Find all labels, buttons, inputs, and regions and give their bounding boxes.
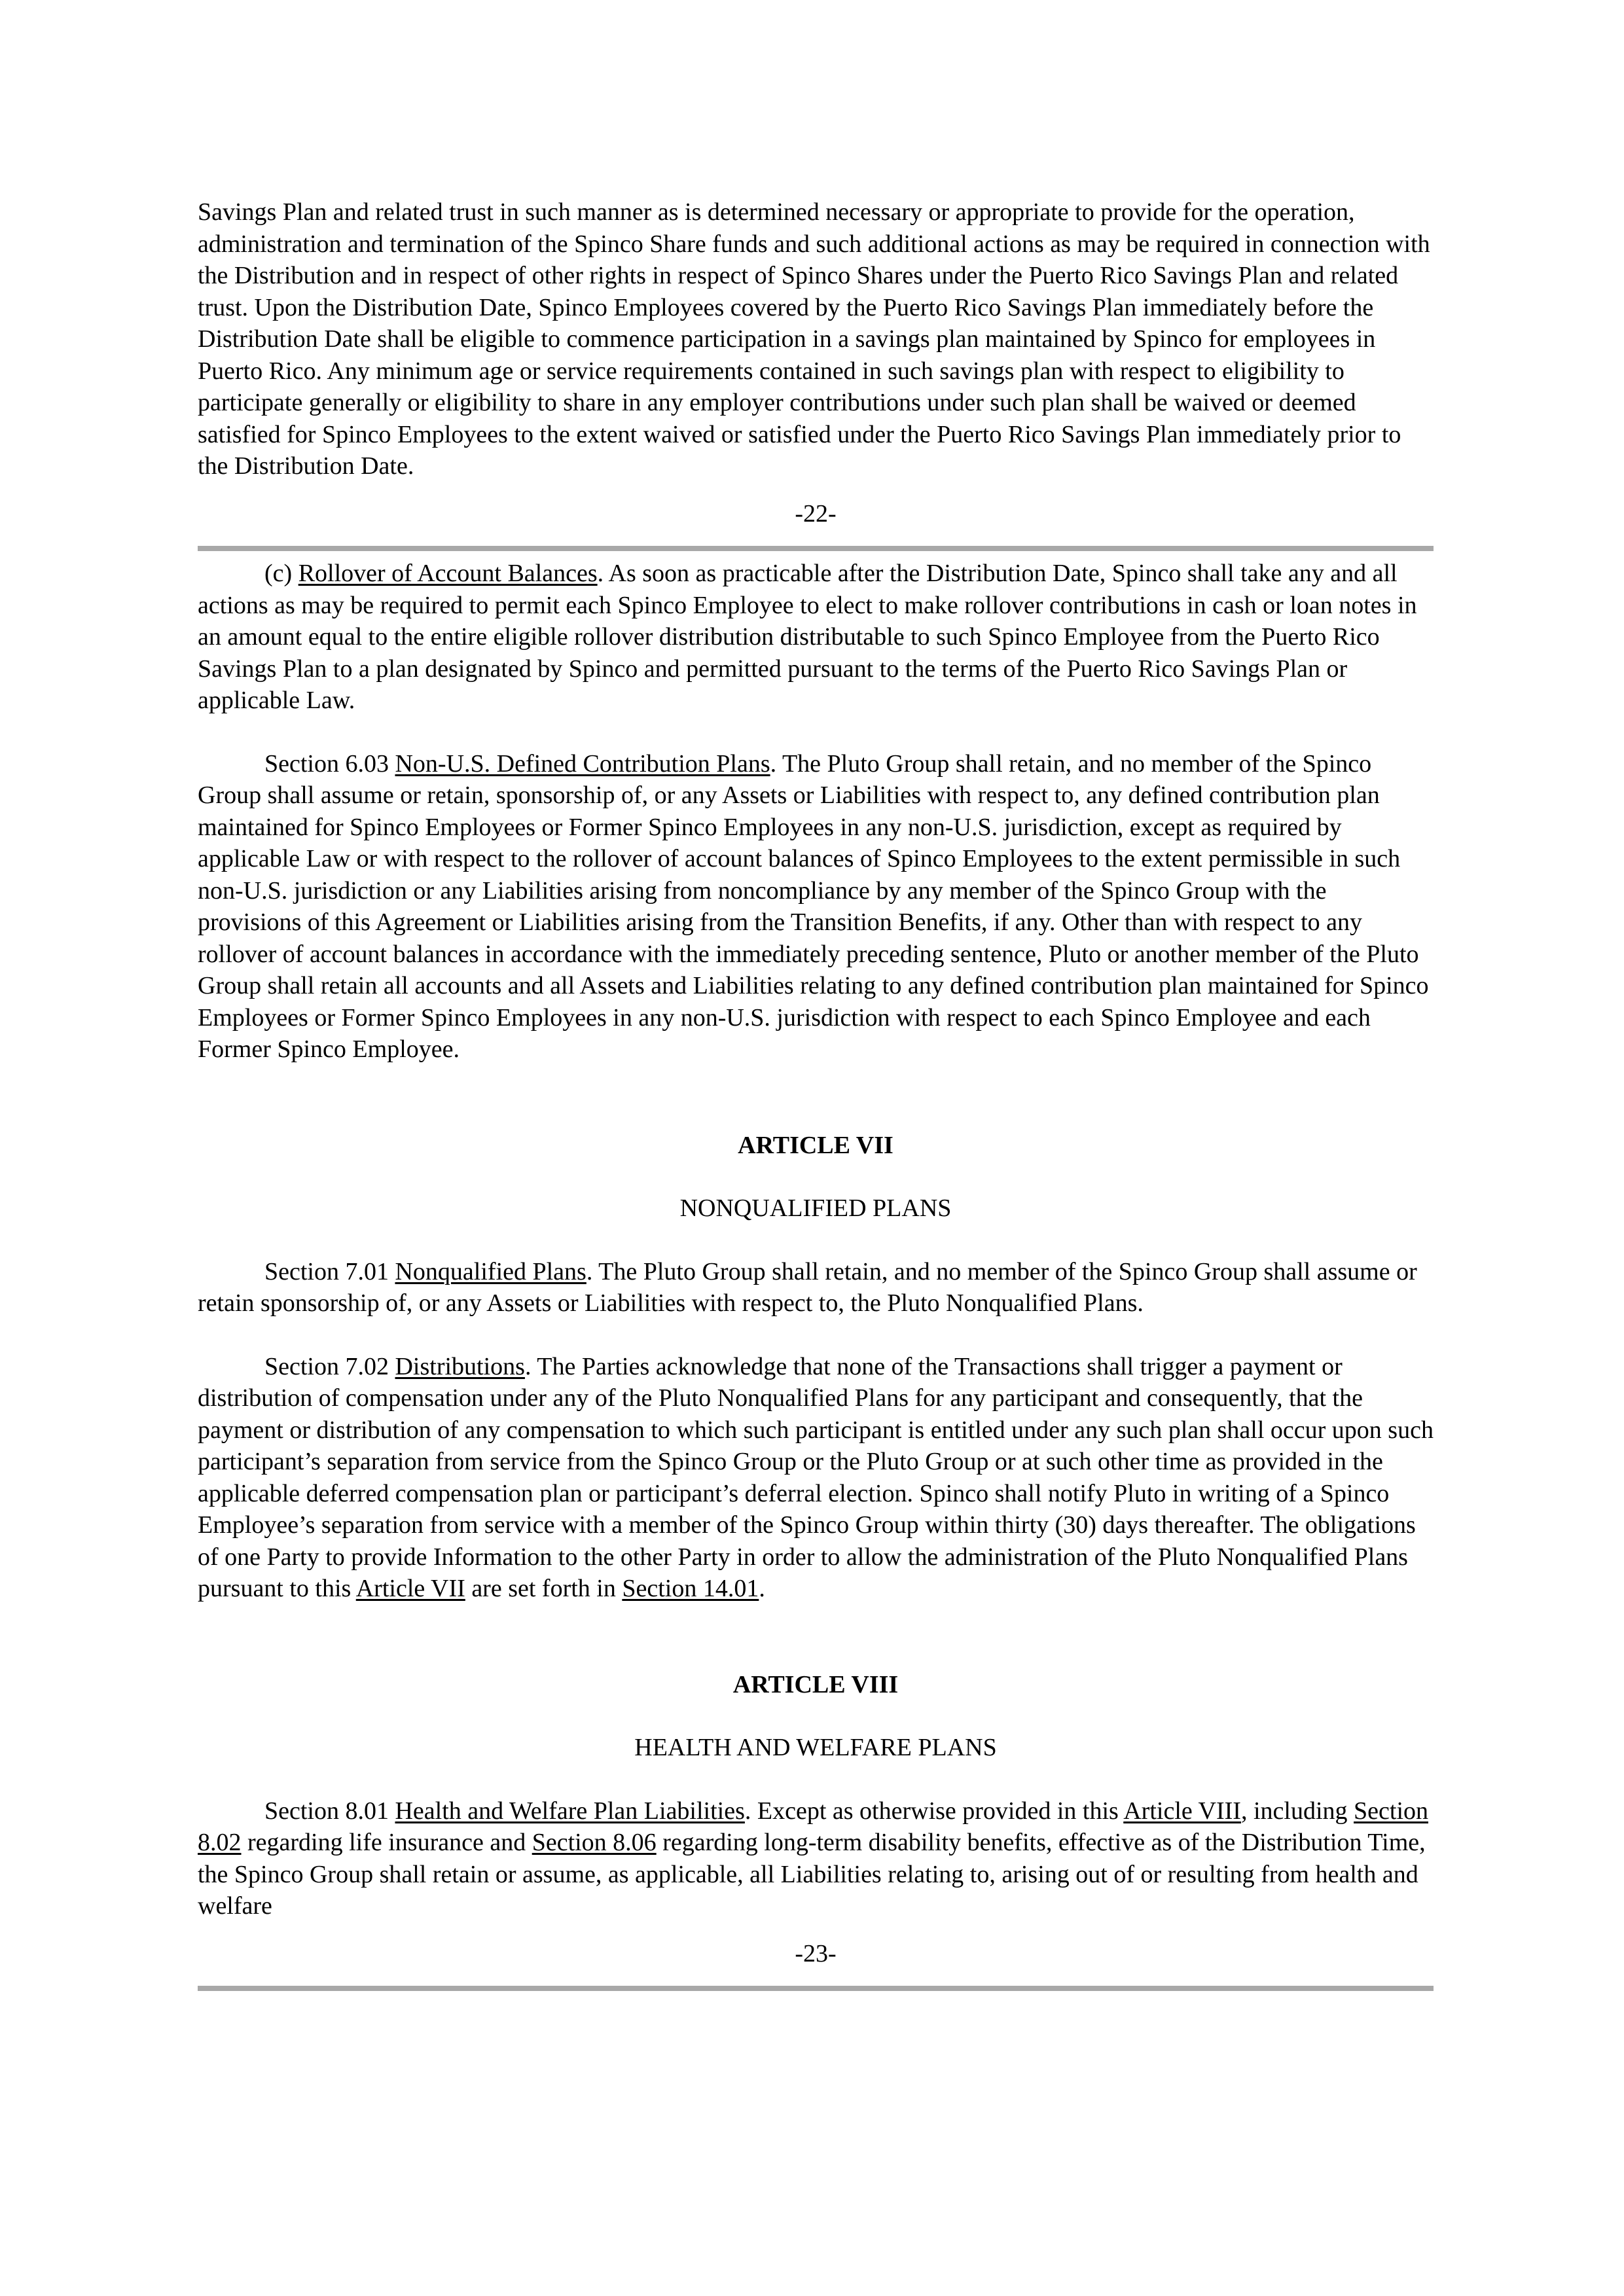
section-7-02-end: . bbox=[759, 1575, 765, 1602]
article-vii-heading: ARTICLE VII bbox=[738, 1131, 893, 1159]
section-8-01-text3: regarding life insurance and bbox=[241, 1829, 532, 1856]
section-7-02-text: . The Parties acknowledge that none of the Transactions shall trigger a payment or distribution of compensation under any of the Pluto Nonqualified Plans for any participant and consequently, that the payment or distribution of any compensation to which such participant is entitled under any such plan shall occur upon such participant’s separation from service from the Spinco Group or the Pluto Group or at such other time as provided in the applicable deferred compensation plan or participant’s deferral election. Spinco shall notify Pluto in writing of a Spinco Employee’s separation from service with a member of the Spinco Group within thirty (30) days thereafter. The obligations of one Party to provide Information to the other Party in order to allow the administration of the Pluto Nonqualified Plans pursuant to this bbox=[198, 1352, 1434, 1602]
paragraph-section-6-03 bbox=[198, 748, 1434, 1066]
article-viii-heading: ARTICLE VIII bbox=[732, 1670, 899, 1698]
page-divider bbox=[198, 1986, 1434, 1991]
section-7-02-prefix: Section 7.02 bbox=[264, 1352, 395, 1380]
page-number: -23- bbox=[795, 1939, 837, 1967]
section-8-01-text1: . Except as otherwise provided in this bbox=[744, 1797, 1124, 1825]
paragraph-section-7-01 bbox=[198, 1256, 1434, 1319]
section-8-06-link[interactable]: Section 8.06 bbox=[532, 1829, 657, 1856]
article-vii-subheading: NONQUALIFIED PLANS bbox=[679, 1194, 952, 1222]
section-7-01-prefix: Section 7.01 bbox=[264, 1257, 395, 1285]
section-7-02-mid: are set forth in bbox=[465, 1575, 623, 1602]
section-7-02-title: Distributions bbox=[395, 1352, 525, 1380]
section-c-prefix: (c) bbox=[264, 560, 298, 587]
section-8-01-text2: , including bbox=[1240, 1797, 1354, 1825]
article-vii-link[interactable]: Article VII bbox=[355, 1575, 465, 1602]
section-6-03-prefix: Section 6.03 bbox=[264, 749, 395, 778]
section-c-title: Rollover of Account Balances bbox=[298, 560, 598, 587]
page-divider bbox=[198, 546, 1434, 551]
article-viii-link[interactable]: Article VIII bbox=[1123, 1797, 1241, 1825]
section-7-01-title: Nonqualified Plans bbox=[395, 1257, 586, 1285]
paragraph-section-7-02 bbox=[198, 1351, 1434, 1605]
section-7-01-text: . The Pluto Group shall retain, and no member of the Spinco Group shall assume or retain sponsorship of, or any Assets or Liabilities with respect to, the Pluto Nonqualified Plans. bbox=[198, 1257, 1417, 1317]
document-page bbox=[198, 196, 1434, 1991]
paragraph-savings-plan: Savings Plan and related trust in such manner as is determined necessary or appropriate to provide for the operation, administration and termination of the Spinco Share funds and such additional actions as may be required in connection with the Distribution and in respect of other rights in respect of Spinco Shares under the Puerto Rico Savings Plan and related trust. Upon the Distribution Date, Spinco Employees covered by the Puerto Rico Savings Plan immediately before the Distribution Date shall be eligible to commence participation in a savings plan maintained by Spinco for employees in Puerto Rico. Any minimum age or service requirements contained in such savings plan with respect to eligibility to participate generally or eligibility to share in any employer contributions under such plan shall be waived or deemed satisfied for Spinco Employees to the extent waived or satisfied under the Puerto Rico Savings Plan immediately prior to the Distribution Date. bbox=[198, 198, 1430, 480]
section-6-03-title: Non-U.S. Defined Contribution Plans bbox=[395, 749, 770, 778]
section-6-03-text: . The Pluto Group shall retain, and no member of the Spinco Group shall assume or retain, sponsorship of, or any Assets or Liabilities with respect to, any defined contribution plan maintained for Spinco Employees or Former Spinco Employees in any non-U.S. jurisdiction, except as required by applicable Law or with respect to the rollover of account balances of Spinco Employees to the extent permissible in such non-U.S. jurisdiction or any Liabilities arising from noncompliance by any member of the Spinco Group with the provisions of this Agreement or Liabilities arising from the Transition Benefits, if any. Other than with respect to any rollover of account balances in accordance with the immediately preceding sentence, Pluto or another member of the Pluto Group shall retain all accounts and all Assets and Liabilities relating to any defined contribution plan maintained for Spinco Employees or Former Spinco Employees in any non-U.S. jurisdiction with respect to each Spinco Employee and each Former Spinco Employee. bbox=[198, 749, 1429, 1063]
paragraph-section-8-01 bbox=[198, 1795, 1434, 1922]
article-viii-subheading: HEALTH AND WELFARE PLANS bbox=[634, 1734, 997, 1761]
section-8-01-text4: regarding long-term disability benefits, effective as of the Distribution Time, the Spinco Group shall retain or assume, as applicable, all Liabilities relating to, arising out of or resulting from health and welfare bbox=[198, 1829, 1426, 1920]
paragraph-section-c bbox=[198, 558, 1434, 717]
section-8-01-prefix: Section 8.01 bbox=[264, 1797, 395, 1825]
section-14-01-link[interactable]: Section 14.01 bbox=[622, 1575, 759, 1602]
section-8-02-link[interactable]: Section 8.02 bbox=[198, 1797, 1428, 1856]
section-c-text: . As soon as practicable after the Distribution Date, Spinco shall take any and all actions as may be required to permit each Spinco Employee to elect to make rollover contributions in cash or loan notes in an amount equal to the entire eligible rollover distribution distributable to such Spinco Employee from the Puerto Rico Savings Plan to a plan designated by Spinco and permitted pursuant to the terms of the Puerto Rico Savings Plan or applicable Law. bbox=[198, 560, 1417, 714]
page-number: -22- bbox=[795, 499, 837, 528]
section-8-01-title: Health and Welfare Plan Liabilities bbox=[395, 1797, 745, 1825]
